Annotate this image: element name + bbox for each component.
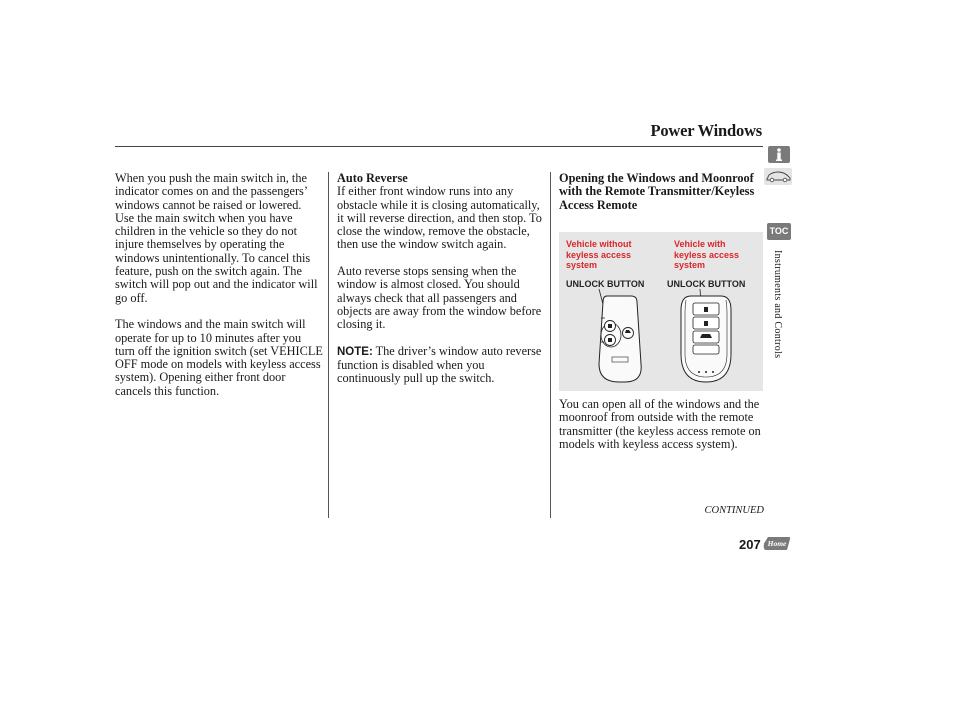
- page-number: 207: [739, 537, 761, 552]
- remote-illustrations: [559, 232, 763, 391]
- unlock-button-label-left: UNLOCK BUTTON: [566, 279, 645, 289]
- remote-transmitter-icon: [599, 296, 641, 382]
- home-icon[interactable]: [762, 536, 791, 551]
- toc-tab[interactable]: TOC: [767, 223, 791, 240]
- unlock-button-label-right: UNLOCK BUTTON: [667, 279, 746, 289]
- column1-paragraph-2: The windows and the main switch will operate for up to 10 minutes after you turn off the ignition switch (set VEHICLE OFF mode on models with keyless access system). Opening either front door cancels this function.: [115, 317, 323, 398]
- column-2: [337, 172, 543, 386]
- auto-reverse-heading: Auto Reverse: [337, 171, 408, 185]
- remote-opening-heading: Opening the Windows and Moonroof with the Remote Transmitter/Keyless Access Remote: [559, 171, 755, 212]
- column-3-body: [559, 398, 765, 451]
- keyless-access-remote-icon: [681, 296, 731, 382]
- column-divider-2: [550, 172, 551, 518]
- title-rule: [115, 146, 763, 147]
- page-title: Power Windows: [650, 121, 762, 140]
- note-label: NOTE:: [337, 345, 373, 358]
- column-3: [559, 172, 765, 212]
- label-without-keyless: Vehicle without keyless access system: [566, 239, 632, 270]
- info-icon[interactable]: [768, 146, 790, 163]
- column2-paragraph-2: Auto reverse stops sensing when the window is almost closed. You should always check that all passengers and objects are away from the window before closing it.: [337, 264, 542, 332]
- remote-figure: [559, 232, 763, 391]
- column-1: [115, 172, 323, 398]
- column1-paragraph-1: When you push the main switch in, the indicator comes on and the passengers’ windows cannot be raised or lowered. Use the main switch when you have children in the vehicle so they do not injure themselves by operating the windows unintentionally. To cancel this feature, push on the switch again. The switch will pop out and the indicator will go off.: [115, 171, 318, 305]
- section-tab-label: Instruments and Controls: [772, 250, 783, 359]
- note-text: The driver’s window auto reverse function is disabled when you continuously pull up the switch.: [337, 343, 542, 386]
- column2-paragraph-1: If either front window runs into any obstacle while it is closing automatically, it will reverse direction, and then stop. To close the window, remove the obstacle, then use the window switch again.: [337, 184, 542, 252]
- note-paragraph: [337, 345, 543, 386]
- continued-label: CONTINUED: [704, 505, 764, 516]
- column3-paragraph: You can open all of the windows and the moonroof from outside with the remote transmitter (the keyless access remote on models with keyless access system).: [559, 397, 761, 451]
- car-icon[interactable]: [764, 168, 792, 185]
- label-with-keyless: Vehicle with keyless access system: [674, 239, 740, 270]
- home-label: Home: [767, 539, 787, 548]
- column-divider-1: [328, 172, 329, 518]
